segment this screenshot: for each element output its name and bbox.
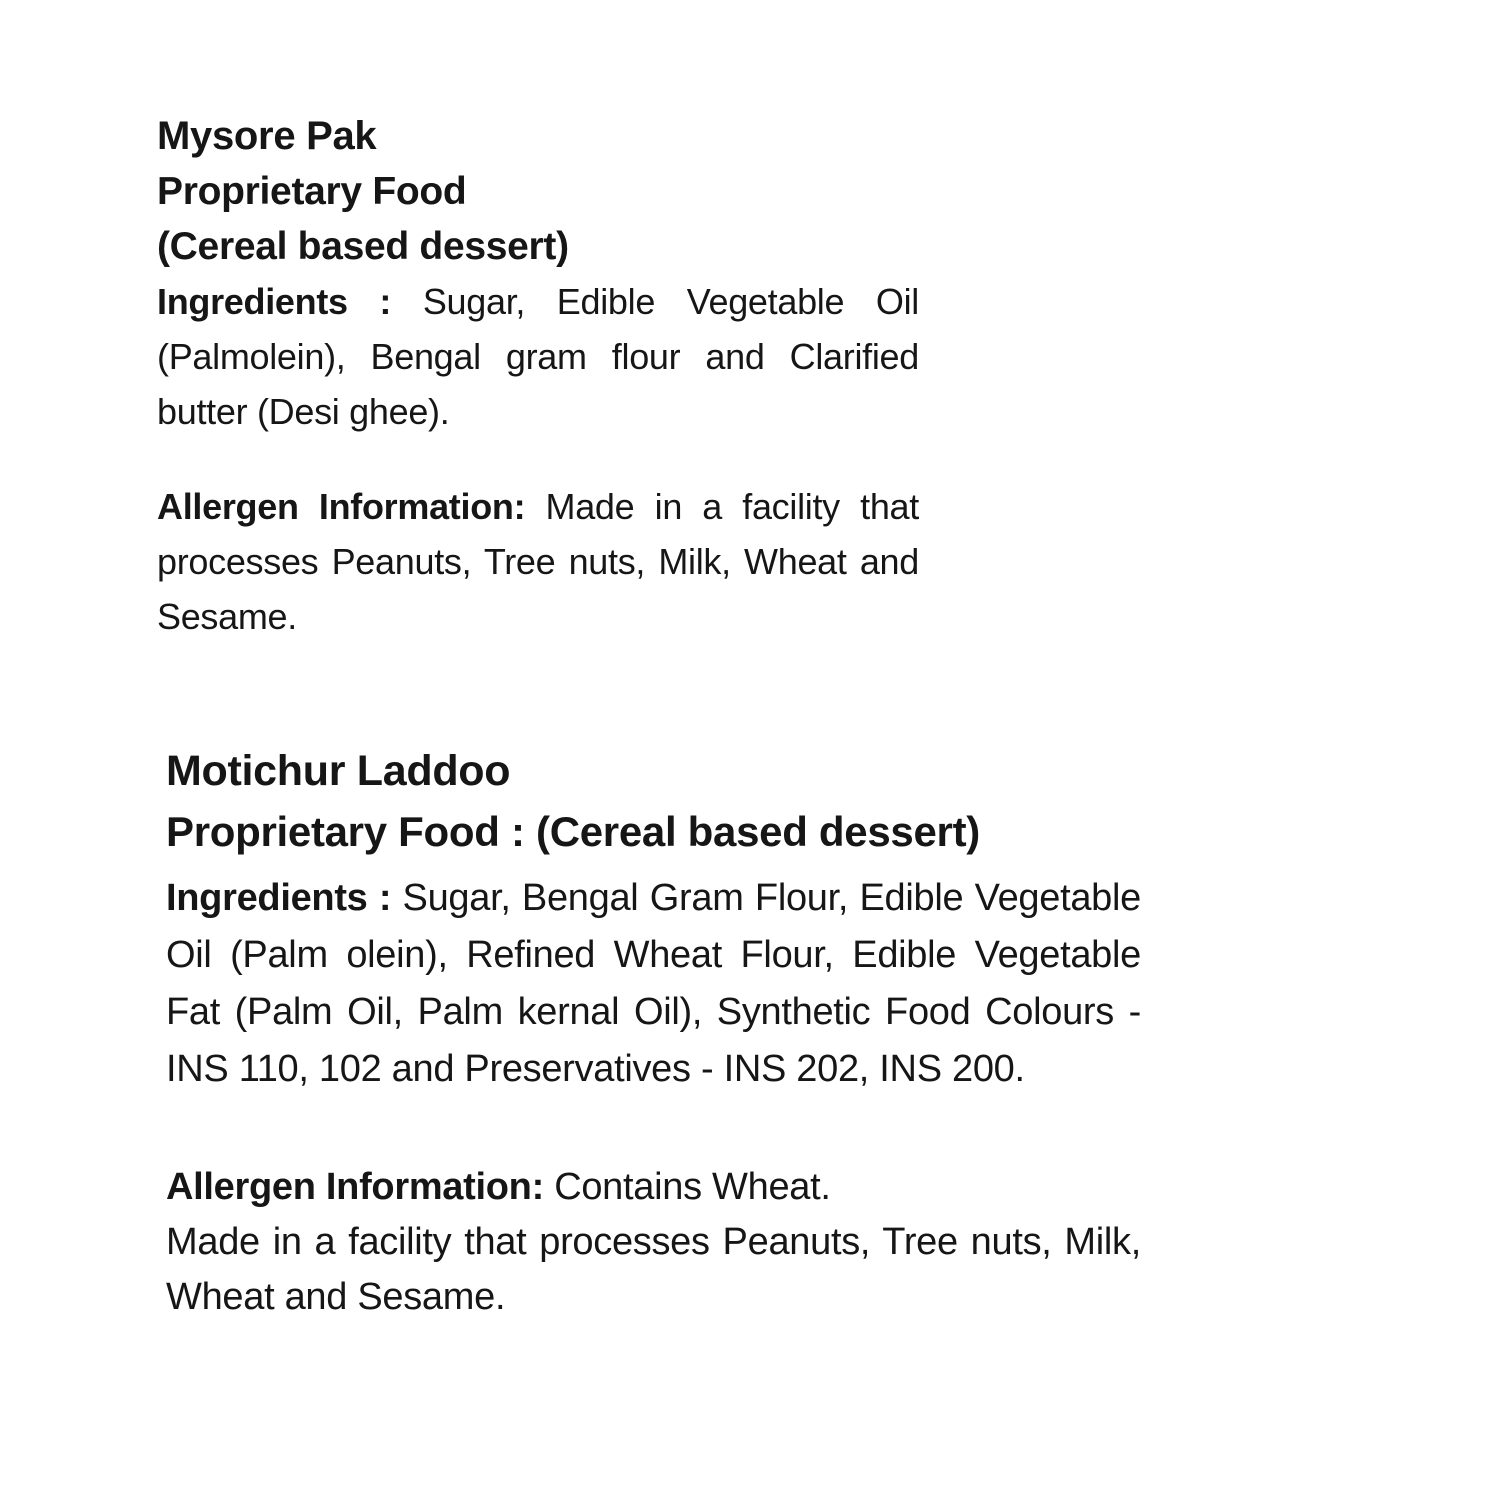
product-subtitle-line-1: Proprietary Food : (Cereal based dessert) [166,808,980,855]
allergen-text-contains: Contains Wheat. [554,1166,831,1208]
ingredients-paragraph [166,870,1141,1098]
product-subtitle-line-2: (Cereal based dessert) [157,225,569,268]
ingredients-text: Sugar, Bengal Gram Flour, Edible Vegetable Oil (Palm olein), Refined Wheat Flour, Edible Vegetable Fat (Palm Oil, Palm kernal Oil), Synthetic Food Colours - INS 110, 102 and Preservatives - INS 202, INS 200. [166,877,1141,1090]
product-subtitle-line-1: Proprietary Food [157,170,467,213]
product-section-mysore-pak [157,108,919,644]
ingredients-paragraph [157,274,919,439]
allergen-paragraph [157,479,919,644]
product-title: Motichur Laddoo [166,747,511,795]
allergen-paragraph [166,1160,1141,1325]
ingredients-text: Sugar, Edible Vegetable Oil (Palmolein), Bengal gram flour and Clarified butter (Desi ghee). [157,281,919,432]
allergen-line-1 [166,1166,831,1208]
allergen-text-facility: Made in a facility that processes Peanuts, Tree nuts, Milk, Wheat and Sesame. [166,1221,1141,1318]
product-title: Mysore Pak [157,114,377,158]
allergen-text: Made in a facility that processes Peanuts, Tree nuts, Milk, Wheat and Sesame. [157,486,919,637]
ingredients-label: Ingredients : [166,877,403,919]
ingredients-label: Ingredients : [157,281,423,322]
allergen-label: Allergen Information: [166,1166,555,1208]
allergen-label: Allergen Information: [157,486,546,527]
product-section-motichur-laddoo [166,740,1141,1325]
